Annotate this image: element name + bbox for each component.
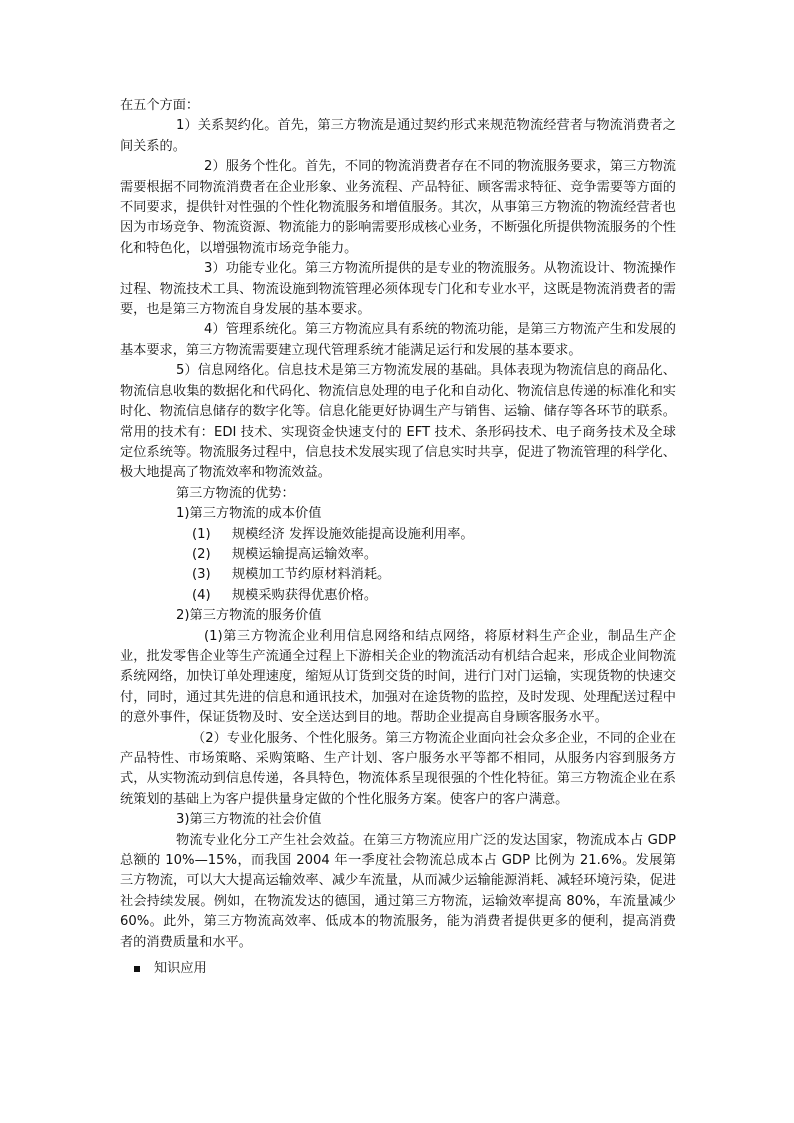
paragraph-informatization: 5）信息网络化。信息技术是第三方物流发展的基础。具体表现为物流信息的商品化、物流信息收集的数据化和代码化、物流信息处理的电子化和自动化、物流信息传递的标准化和实时化、物流信息储存的数字化等。信息化能更好协调生产与销售、运输、储存等各环节的联系。常用的技术有：EDI 技术、实现资金快速支付的 EFT 技术、条形码技术、电子商务技术及全球定位系统等。物流服务过程中，信息技术发展实现了信息实时共享，促进了物流管理的科学化、极大地提高了物流效率和物流效益。 [120, 363, 676, 481]
paragraph-personalization: 2）服务个性化。首先，不同的物流消费者存在不同的物流服务要求，第三方物流需要根据不同物流消费者在企业形象、业务流程、产品特征、顾客需求特征、竞争需要等方面的不同要求，提供针对性强的个性化物流服务和增值服务。其次，从事第三方物流的物流经营者也因为市场竞争、物流资源、物流能力的影响需要形成核心业务，不断强化所提供物流服务的个性化和特色化，以增强物流市场竞争能力。 [120, 159, 676, 256]
service-value-heading: 2)第三方物流的服务价值 [176, 608, 322, 624]
paragraph-social-value: 物流专业化分工产生社会效益。在第三方物流应用广泛的发达国家，物流成本占 GDP 总额的 10%—15%，而我国 2004 年一季度社会物流总成本占 GDP 比例为 21.6%。发展第三方物流，可以大大提高运输效率、减少车流量，从而减少运输能源消耗、减轻环境污染，促进社会持续发展。例如，在物流发达的德国，通过第三方物流，运输效率提高 80%，车流量减少 60%。此外，第三方物流高效率、低成本的物流服务，能为消费者提供更多的便利，提高消费者的消费质量和水平。 [120, 832, 676, 950]
paragraph-specialization: 3）功能专业化。第三方物流所提供的是专业的物流服务。从物流设计、物流操作过程、物流技术工具、物流设施到物流管理必须体现专门化和专业水平，这既是物流消费者的需要，也是第三方物流自身发展的基本要求。 [120, 261, 676, 318]
intro-line: 在五个方面： [120, 98, 200, 113]
cost-item [120, 525, 676, 545]
cost-item-text: 规模经济 发挥设施效能提高设施利用率。 [232, 526, 474, 542]
cost-item-number: (3) [192, 567, 211, 583]
knowledge-application-bullet [134, 959, 676, 979]
cost-item-number: (2) [192, 546, 211, 562]
document-page [120, 96, 676, 979]
cost-item [120, 545, 676, 565]
square-bullet-icon [134, 966, 140, 972]
cost-item [120, 586, 676, 606]
paragraph-relationship: 1）关系契约化。首先，第三方物流是通过契约形式来规范物流经营者与物流消费者之间关系的。 [120, 118, 676, 154]
cost-item-text: 规模采购获得优惠价格。 [232, 587, 378, 603]
paragraph-service-personalized: （2）专业化服务、个性化服务。第三方物流企业面向社会众多企业，不同的企业在产品特性、市场策略、采购策略、生产计划、客户服务水平等都不相同，从服务内容到服务方式，从实物流动到信息传递，各具特色，物流体系呈现很强的个性化特征。第三方物流企业在系统策划的基础上为客户提供量身定做的个性化服务方案。使客户的客户满意。 [120, 730, 676, 807]
bullet-label: 知识应用 [154, 961, 207, 977]
paragraph-systemization: 4）管理系统化。第三方物流应具有系统的物流功能，是第三方物流产生和发展的基本要求，第三方物流需要建立现代管理系统才能满足运行和发展的基本要求。 [120, 322, 676, 358]
paragraph-service-network: (1)第三方物流企业利用信息网络和结点网络，将原材料生产企业，制品生产企业，批发零售企业等生产流通全过程上下游相关企业的物流活动有机结合起来，形成企业间物流系统网络，加快订单处理速度，缩短从订货到交货的时间，进行门对门运输，实现货物的快速交付，同时，通过其先进的信息和通讯技术，加强对在途货物的监控，及时发现、处理配送过程中的意外事件，保证货物及时、安全送达到目的地。帮助企业提高自身顾客服务水平。 [120, 628, 676, 726]
cost-item [120, 565, 676, 585]
social-value-heading: 3)第三方物流的社会价值 [176, 812, 322, 828]
cost-item-text: 规模运输提高运输效率。 [232, 546, 378, 562]
cost-item-number: (1) [192, 526, 211, 542]
advantages-heading: 第三方物流的优势： [176, 485, 295, 501]
cost-item-number: (4) [192, 587, 211, 603]
cost-value-heading: 1)第三方物流的成本价值 [176, 506, 322, 522]
cost-item-text: 规模加工节约原材料消耗。 [232, 567, 391, 583]
